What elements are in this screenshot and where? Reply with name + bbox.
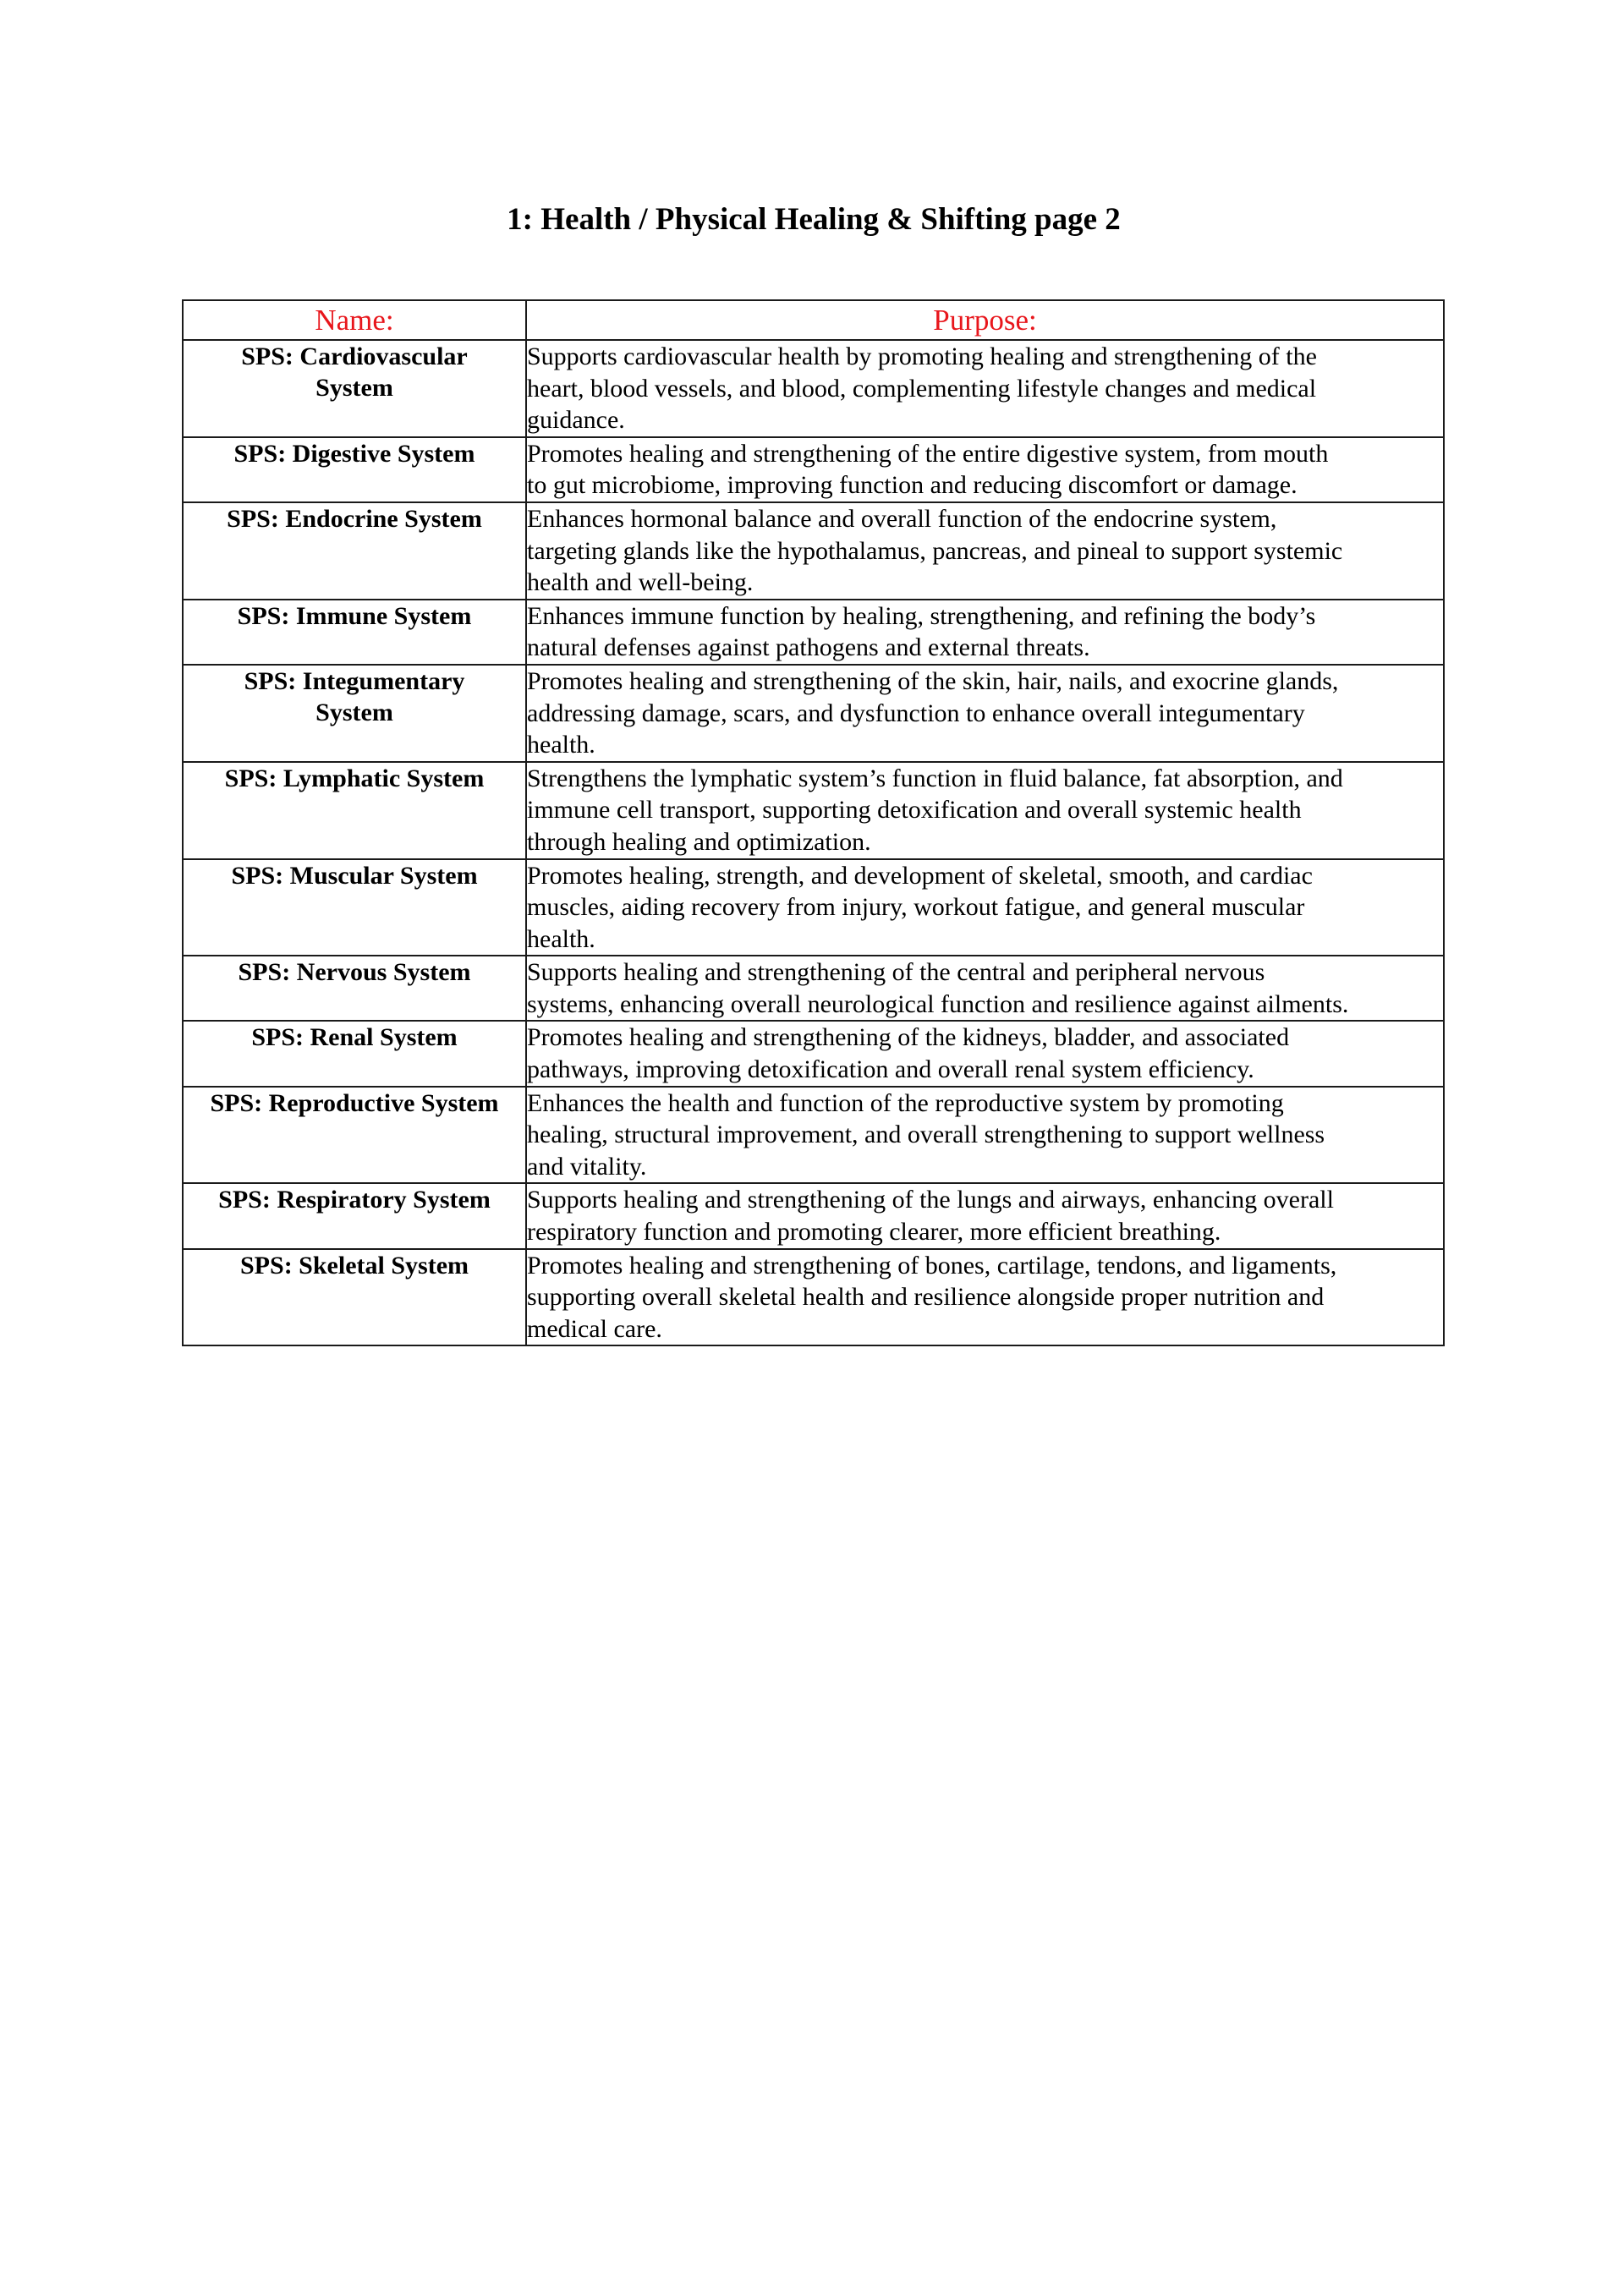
purpose-line: Strengthens the lymphatic system’s function in fluid balance, fat absorption, and [527,764,1343,792]
system-name-line: SPS: Skeletal System [240,1251,469,1280]
purpose-cell [526,1021,1444,1086]
system-name-line: SPS: Nervous System [238,958,471,987]
system-name-line: SPS: Immune System [237,601,472,630]
purpose-cell [526,600,1444,665]
system-name-line: SPS: Lymphatic System [224,764,485,792]
purpose-line: medical care. [527,1314,662,1343]
system-name-cell [183,502,526,600]
table-row [183,340,1444,437]
purpose-line: guidance. [527,406,625,435]
purpose-line: systems, enhancing overall neurological function and resilience against ailments. [527,989,1349,1018]
system-name-cell [183,1183,526,1248]
purpose-line: Enhances the health and function of the reproductive system by promoting [527,1088,1284,1117]
table-row [183,665,1444,762]
table-row [183,1021,1444,1086]
purpose-cell [526,340,1444,437]
column-header-purpose: Purpose: [526,300,1444,340]
purpose-line: Supports healing and strengthening of the lungs and airways, enhancing overall [527,1186,1334,1214]
purpose-line: pathways, improving detoxification and overall renal system efficiency. [527,1055,1254,1084]
purpose-line: muscles, aiding recovery from injury, workout fatigue, and general muscular [527,893,1305,922]
purpose-cell [526,1087,1444,1184]
table-row [183,600,1444,665]
purpose-line: healing, structural improvement, and overall strengthening to support wellness [527,1121,1325,1149]
system-name-line: SPS: Cardiovascular [241,342,468,370]
purpose-line: to gut microbiome, improving function and reducing discomfort or damage. [527,471,1298,500]
system-name-cell [183,665,526,762]
purpose-line: natural defenses against pathogens and external threats. [527,633,1090,662]
purpose-line: Promotes healing and strengthening of the entire digestive system, from mouth [527,439,1329,468]
purpose-line: Promotes healing, strength, and development of skeletal, smooth, and cardiac [527,861,1313,890]
table-row [183,437,1444,502]
purpose-line: health. [527,924,595,953]
page-title: 1: Health / Physical Healing & Shifting page 2 [507,202,1121,237]
system-name-cell [183,762,526,859]
purpose-line: Supports healing and strengthening of the central and peripheral nervous [527,958,1265,987]
purpose-cell [526,956,1444,1021]
system-name-line: SPS: Muscular System [231,861,478,890]
system-name-line: SPS: Digestive System [233,439,475,468]
system-name-line: System [315,374,393,402]
system-name-cell [183,600,526,665]
purpose-line: and vitality. [527,1152,647,1181]
table-row [183,502,1444,600]
table-row [183,859,1444,956]
purpose-line: addressing damage, scars, and dysfunction to enhance overall integumentary [527,699,1305,727]
sps-table [182,299,1445,1346]
system-name-cell [183,437,526,502]
purpose-line: respiratory function and promoting clearer, more efficient breathing. [527,1218,1221,1247]
system-name-line: SPS: Endocrine System [227,504,482,533]
system-name-cell [183,1087,526,1184]
purpose-line: targeting glands like the hypothalamus, pancreas, and pineal to support systemic [527,536,1343,565]
purpose-cell [526,1249,1444,1346]
purpose-line: Enhances immune function by healing, strengthening, and refining the body’s [527,601,1316,630]
system-name-line: System [315,698,393,726]
purpose-line: Enhances hormonal balance and overall function of the endocrine system, [527,504,1277,533]
purpose-line: heart, blood vessels, and blood, complementing lifestyle changes and medical [527,374,1317,403]
system-name-cell [183,1021,526,1086]
system-name-cell [183,859,526,956]
table-header-row [183,300,1444,340]
system-name-cell [183,340,526,437]
purpose-line: health and well-being. [527,568,754,597]
purpose-line: supporting overall skeletal health and resilience alongside proper nutrition and [527,1283,1325,1312]
table-row [183,956,1444,1021]
purpose-line: Supports cardiovascular health by promoting healing and strengthening of the [527,342,1317,370]
system-name-line: SPS: Reproductive System [210,1088,499,1117]
purpose-cell [526,762,1444,859]
table-body [183,340,1444,1345]
purpose-line: Promotes healing and strengthening of bones, cartilage, tendons, and ligaments, [527,1251,1337,1280]
purpose-line: Promotes healing and strengthening of the kidneys, bladder, and associated [527,1023,1290,1052]
purpose-line: immune cell transport, supporting detoxification and overall systemic health [527,796,1302,825]
system-name-cell [183,956,526,1021]
system-name-cell [183,1249,526,1346]
system-name-line: SPS: Integumentary [244,666,465,695]
table-row [183,1087,1444,1184]
table-row [183,1183,1444,1248]
purpose-line: health. [527,731,595,759]
purpose-cell [526,502,1444,600]
system-name-line: SPS: Respiratory System [218,1186,491,1214]
purpose-cell [526,859,1444,956]
purpose-line: Promotes healing and strengthening of the skin, hair, nails, and exocrine glands, [527,666,1339,695]
system-name-line: SPS: Renal System [251,1023,458,1052]
purpose-cell [526,665,1444,762]
purpose-line: through healing and optimization. [527,827,871,856]
column-header-name: Name: [183,300,526,340]
table-row [183,762,1444,859]
purpose-cell [526,1183,1444,1248]
table-row [183,1249,1444,1346]
purpose-cell [526,437,1444,502]
